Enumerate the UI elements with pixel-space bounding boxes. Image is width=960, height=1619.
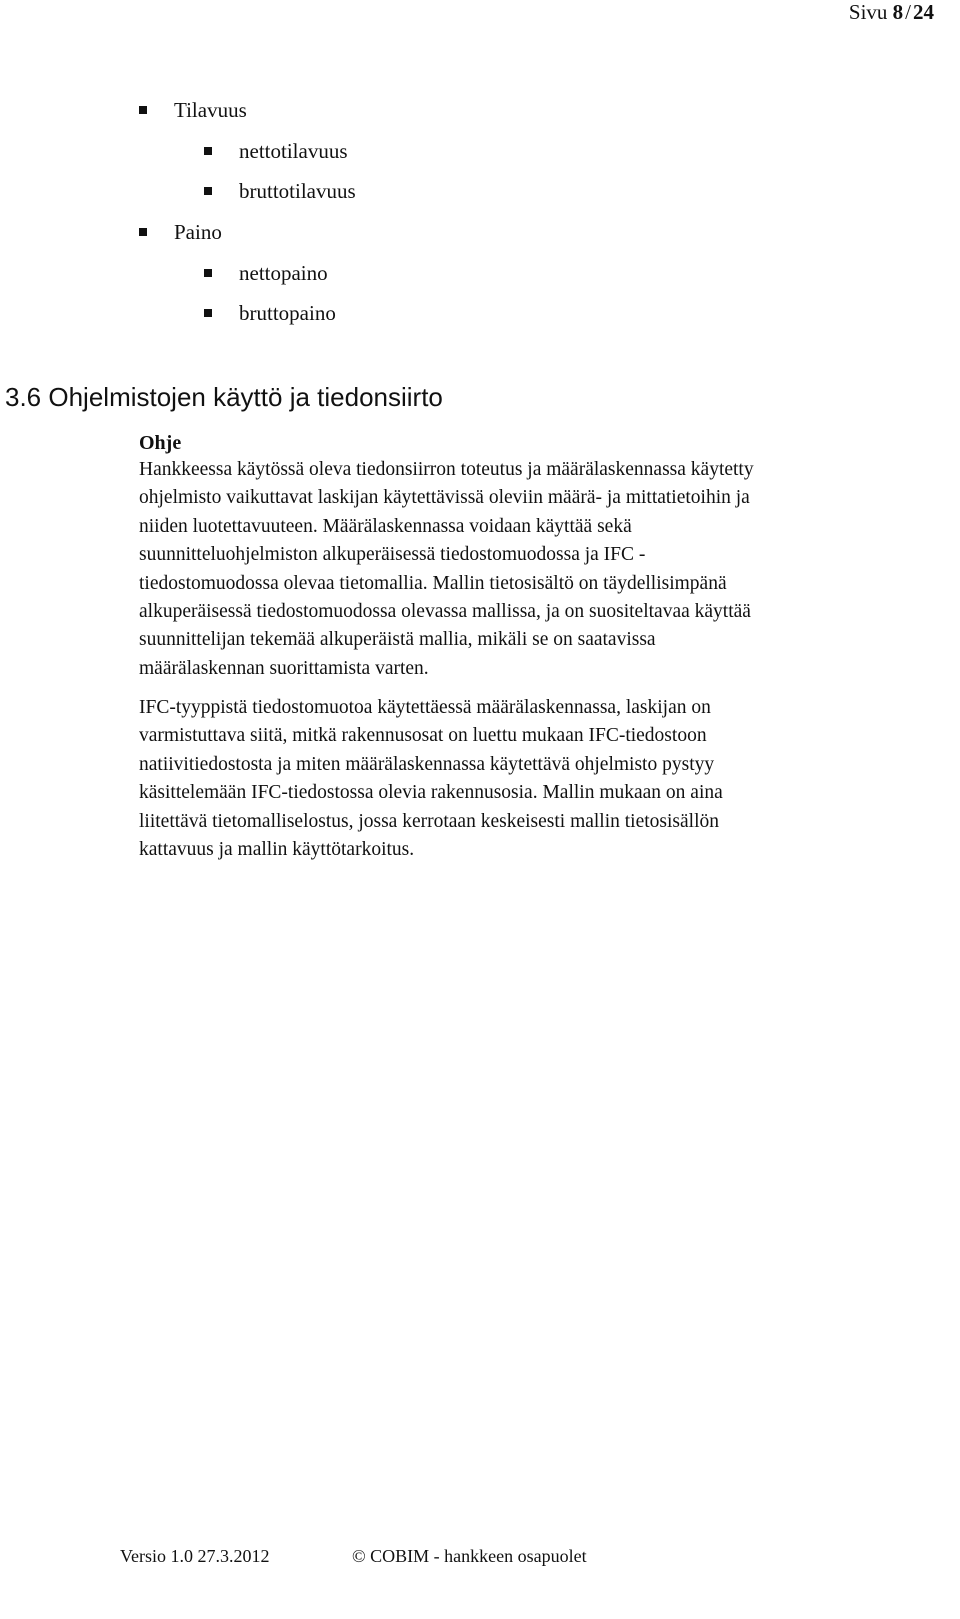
list-item: [239, 178, 356, 204]
footer-copyright: © COBIM - hankkeen osapuolet: [352, 1546, 587, 1566]
paragraph-line: ohjelmisto vaikuttavat laskijan käytettävissä oleviin määrä- ja mittatietoihin ja: [139, 487, 750, 509]
paragraph-line: käsittelemään IFC-tiedostossa olevia rakennusosia. Mallin mukaan on aina: [139, 782, 723, 804]
paragraph: [139, 694, 939, 864]
list-item: [239, 260, 328, 286]
paragraph-line: suunnittelijan tekemää alkuperäistä mallia, mikäli se on saatavissa: [139, 629, 656, 651]
paragraph-line: liitettävä tietomalliselostus, jossa kerrotaan keskeisesti mallin tietosisällön: [139, 810, 720, 832]
list-item: [174, 97, 247, 123]
list-item-label: Tilavuus: [174, 98, 247, 122]
square-bullet-icon: [204, 309, 212, 317]
paragraph-line: kattavuus ja mallin käyttötarkoitus.: [139, 839, 415, 861]
square-bullet-icon: [204, 269, 212, 277]
square-bullet-icon: [139, 106, 147, 114]
paragraph-line: varmistuttava siitä, mitkä rakennusosat on luettu mukaan IFC-tiedostoon: [139, 725, 707, 747]
paragraph-line: tiedostomuodossa olevaa tietomallia. Mallin tietosisältö on täydellisimpänä: [139, 572, 727, 594]
list-item-label: nettotilavuus: [239, 139, 348, 163]
list-item-label: Paino: [174, 220, 222, 244]
paragraph-line: IFC-tyyppistä tiedostomuotoa käytettäessä määrälaskennassa, laskijan on: [139, 697, 711, 718]
paragraph-line: Hankkeessa käytössä oleva tiedonsiirron toteutus ja määrälaskennassa käytetty: [139, 459, 754, 480]
paragraph-line: niiden luotettavuuteen. Määrälaskennassa voidaan käyttää sekä: [139, 515, 632, 537]
paragraph-line: natiivitiedostosta ja miten määrälaskennassa käytettävä ohjelmisto pystyy: [139, 753, 715, 775]
section-heading: 3.6 Ohjelmistojen käyttö ja tiedonsiirto: [5, 382, 443, 412]
list-item: [239, 300, 336, 326]
page-total: 24: [913, 0, 934, 24]
footer-version: Versio 1.0 27.3.2012: [120, 1546, 270, 1566]
subheading: Ohje: [139, 432, 182, 454]
list-item-label: bruttopaino: [239, 301, 336, 325]
list-item: [239, 138, 348, 164]
square-bullet-icon: [139, 228, 147, 236]
paragraph: [139, 456, 939, 683]
paragraph-line: määrälaskennan suorittamista varten.: [139, 657, 429, 679]
list-item-label: nettopaino: [239, 261, 328, 285]
page-label: Sivu: [848, 0, 888, 24]
paragraph-line: suunnitteluohjelmiston alkuperäisessä tiedostomuodossa ja IFC -: [139, 544, 646, 566]
list-item-label: bruttotilavuus: [239, 179, 356, 203]
page-separator: /: [905, 0, 911, 24]
square-bullet-icon: [204, 187, 212, 195]
square-bullet-icon: [204, 147, 212, 155]
page-number: [849, 0, 934, 24]
paragraph-line: alkuperäisessä tiedostomuodossa olevassa mallissa, ja on suositeltavaa käyttää: [139, 601, 751, 623]
page-current: 8: [892, 0, 904, 24]
list-item: [174, 219, 222, 245]
